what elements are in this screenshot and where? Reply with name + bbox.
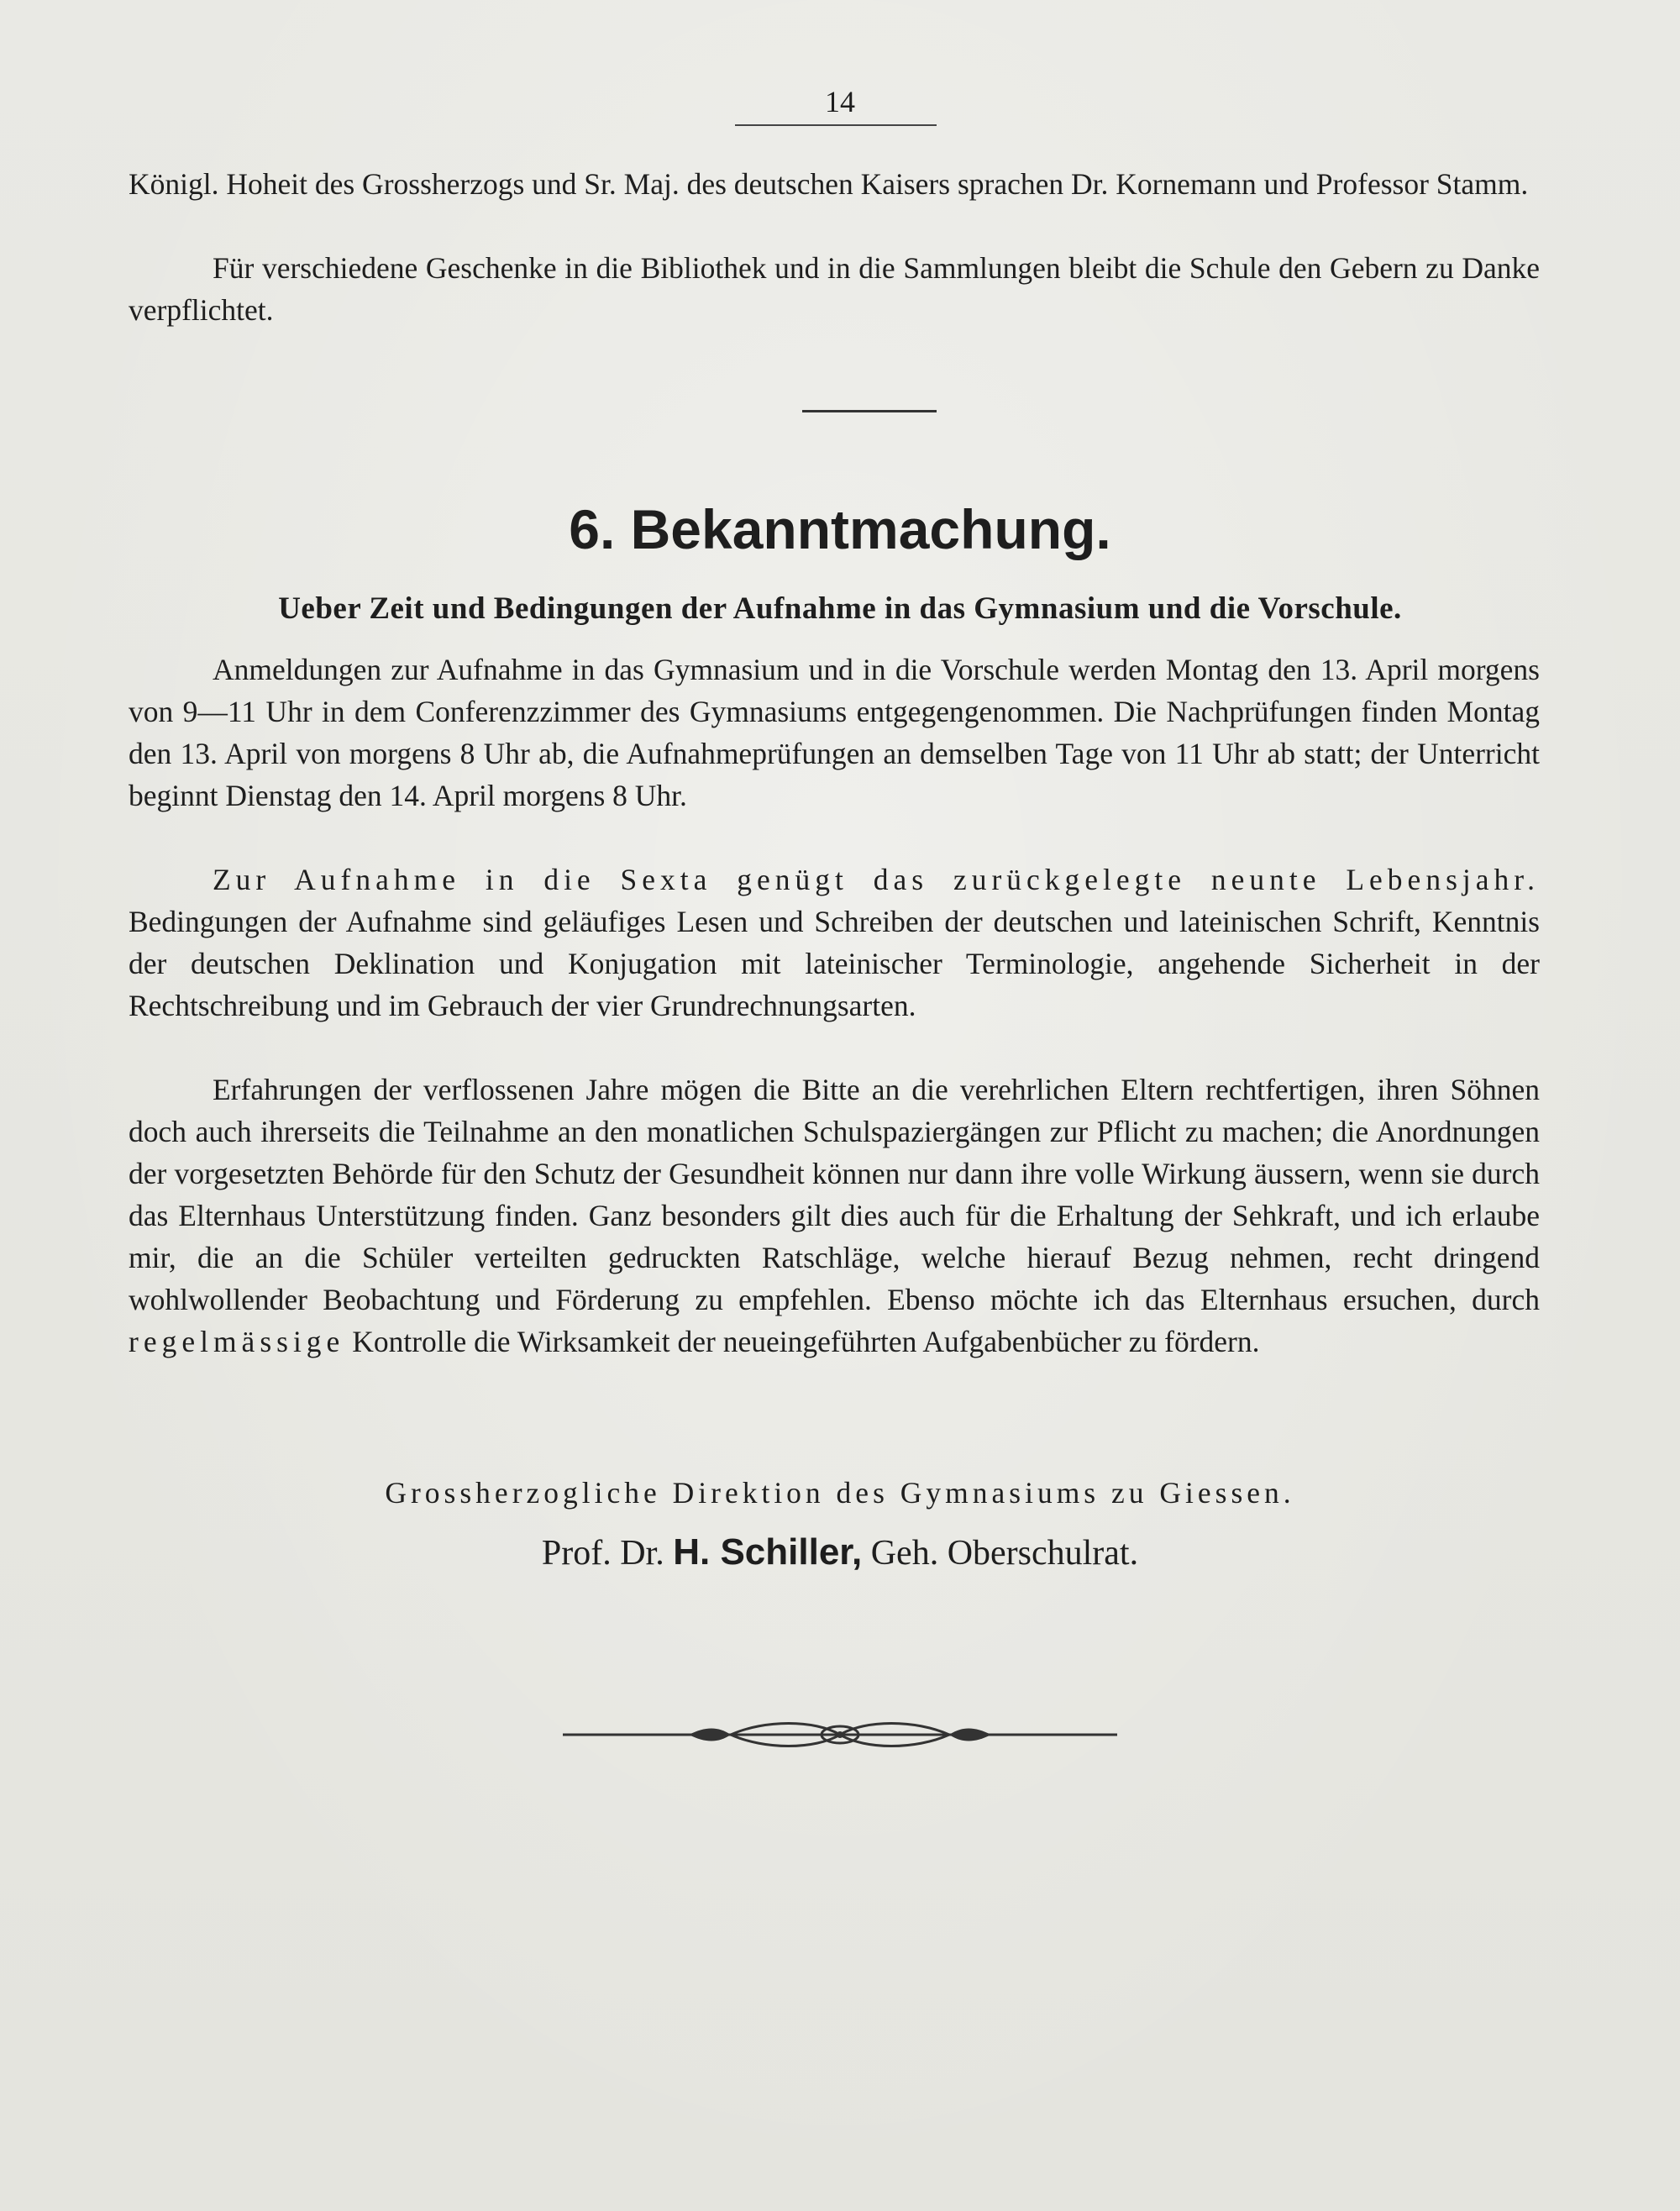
- header-rule: [735, 124, 937, 126]
- signature-institution: Grossherzogliche Direktion des Gymnasiums zu Giessen.: [385, 1476, 1295, 1510]
- spaced-emphasis-regular: regelmässige: [129, 1325, 345, 1358]
- signature-title: Geh. Oberschulrat.: [870, 1534, 1139, 1573]
- section-heading: 6. Bekanntmachung.: [569, 498, 1111, 560]
- paragraph-registration: Anmeldungen zur Aufnahme in das Gymnasium und in die Vorschule werden Montag den 13. April morgens von 9—11 Uhr in dem Conferenzzimmer des Gymnasiums entgegengenommen. Die Nachprüfungen finden Montag den 13. April von morgens 8 Uhr ab, die Aufnahmeprüfungen an demselben Tage von 11 Uhr ab statt; der Unterricht beginnt Dienstag den 14. April morgens 8 Uhr.: [129, 653, 1540, 812]
- section-subheading: Ueber Zeit und Bedingungen der Aufnahme in das Gymnasium und die Vorschule.: [278, 591, 1402, 626]
- parents-request-text-end: Kontrolle die Wirksamkeit der neueingeführten Aufgabenbücher zu fördern.: [352, 1325, 1260, 1358]
- signature-name: H. Schiller,: [673, 1531, 863, 1573]
- closing-ornament-icon: [563, 1718, 1117, 1751]
- signature-name-line: [0, 1527, 1680, 1578]
- admission-requirements-text: Bedingungen der Aufnahme sind geläufiges Lesen und Schreiben der deutschen und lateinischen Schrift, Kenntnis der deutschen Deklination und Konjugation mit lateinischer Terminologie, angehende Sicherheit in der Rechtschreibung und im Gebrauch der vier Grundrechnungsarten.: [129, 905, 1540, 1022]
- paragraph-parents-request: [129, 1069, 1540, 1363]
- parents-request-text: Erfahrungen der verflossenen Jahre mögen die Bitte an die verehrlichen Eltern rechtfertigen, ihren Söhnen doch auch ihrerseits die Teilnahme an den monatlichen Schulspaziergängen zur Pflicht zu machen; die Anordnungen der vorgesetzten Behörde für den Schutz der Gesundheit können nur dann ihre volle Wirkung äussern, wenn sie durch das Elternhaus Unterstützung finden. Ganz besonders gilt dies auch für die Erhaltung der Sehkraft, und ich erlaube mir, die an die Schüler verteilten gedruckten Ratschläge, welche hierauf Bezug nehmen, recht dringend wohlwollender Beobachtung und Förderung zu empfehlen. Ebenso möchte ich das Elternhaus ersuchen, durch: [129, 1073, 1540, 1316]
- page-number: 14: [825, 85, 855, 118]
- signature-prefix: Prof. Dr.: [541, 1534, 664, 1573]
- spaced-emphasis-sexta: Zur Aufnahme in die Sexta genügt das zurückgelegte neunte Lebensjahr.: [213, 863, 1540, 896]
- intro-paragraph-thanks: Königl. Hoheit des Grossherzogs und Sr. Maj. des deutschen Kaisers sprachen Dr. Kornemann und Professor Stamm.: [129, 167, 1529, 201]
- section-divider-rule: [802, 410, 937, 412]
- paragraph-admission-requirements: [129, 859, 1540, 1027]
- intro-paragraph-gifts: Für verschiedene Geschenke in die Bibliothek und in die Sammlungen bleibt die Schule den Gebern zu Danke verpflichtet.: [129, 251, 1540, 327]
